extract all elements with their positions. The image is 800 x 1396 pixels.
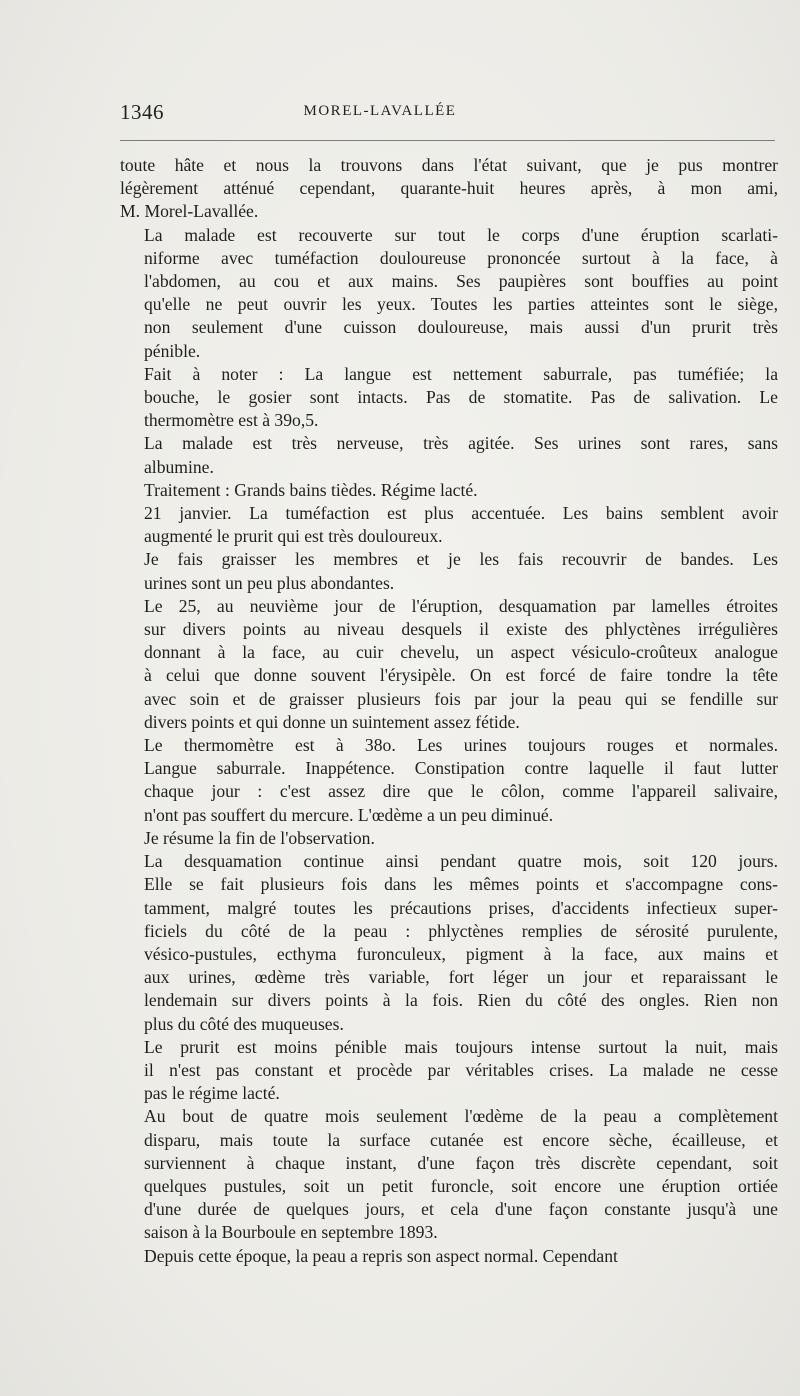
text-line: toute hâte et nous la trouvons dans l'état suivant, que je pus montrer — [120, 155, 778, 175]
running-head: MOREL-LAVALLÉE — [303, 103, 457, 119]
text-line: disparu, mais toute la surface cutanée est encore sèche, écailleuse, et — [144, 1129, 778, 1150]
text-line: Le prurit est moins pénible mais toujours intense surtout la nuit, mais — [144, 1036, 778, 1057]
text-line: thermomètre est à 39o,5. — [144, 410, 319, 431]
text-line: pénible. — [144, 340, 201, 361]
text-line: Au bout de quatre mois seulement l'œdème de la peau a complètement — [144, 1106, 778, 1127]
text-line: n'ont pas souffert du mercure. L'œdème a un peu diminué. — [144, 804, 554, 825]
text-line: Le 25, au neuvième jour de l'éruption, desquamation par lamelles étroites — [144, 595, 778, 616]
text-line: saison à la Bourboule en septembre 1893. — [144, 1222, 438, 1243]
text-line: Elle se fait plusieurs fois dans les mêmes points et s'accompagne cons- — [144, 874, 778, 895]
text-line: non seulement d'une cuisson douloureuse, mais aussi d'un prurit très — [144, 317, 778, 338]
text-line: Fait à noter : La langue est nettement saburrale, pas tuméfiée; la — [144, 363, 778, 384]
paragraph — [120, 154, 778, 224]
text-line: Langue saburrale. Inappétence. Constipation contre laquelle il faut lutter — [144, 758, 778, 779]
page-number: 1346 — [120, 100, 164, 124]
text-line: La malade est très nerveuse, très agitée. Ses urines sont rares, sans — [144, 433, 778, 454]
text-line: ficiels du côté de la peau : phlyctènes remplies de sérosité purulente, — [144, 920, 778, 941]
text-line: il n'est pas constant et procède par véritables crises. La malade ne cesse — [144, 1059, 778, 1080]
paragraph — [120, 1245, 778, 1268]
paragraph — [120, 479, 778, 502]
body-text — [120, 154, 778, 1268]
paragraph — [120, 224, 778, 363]
paragraph — [120, 827, 778, 850]
text-line: albumine. — [144, 456, 214, 477]
text-line: d'une durée de quelques jours, et cela d'une façon constante jusqu'à une — [144, 1199, 778, 1220]
text-line: pas le régime lacté. — [144, 1083, 280, 1104]
text-line: niforme avec tuméfaction douloureuse prononcée surtout à la face, à — [144, 247, 778, 268]
text-line: vésico-pustules, ecthyma furonculeux, pigment à la face, aux mains et — [144, 943, 778, 964]
header-rule — [120, 140, 775, 141]
text-line: bouche, le gosier sont intacts. Pas de stomatite. Pas de salivation. Le — [144, 387, 778, 408]
text-line: La malade est recouverte sur tout le corps d'une éruption scarlati- — [144, 224, 778, 245]
text-line: à celui que donne souvent l'érysipèle. On est forcé de faire tondre la tête — [144, 665, 778, 686]
text-line: Depuis cette époque, la peau a repris son aspect normal. Cependant — [144, 1245, 618, 1266]
paragraph — [120, 432, 778, 478]
paragraph — [120, 548, 778, 594]
text-line: urines sont un peu plus abondantes. — [144, 572, 395, 593]
text-line: sur divers points au niveau desquels il existe des phlyctènes irrégulières — [144, 619, 778, 640]
paragraph — [120, 1105, 778, 1244]
text-line: surviennent à chaque instant, d'une façon très discrète cependant, soit — [144, 1152, 778, 1173]
text-line: Je fais graisser les membres et je les fais recouvrir de bandes. Les — [144, 549, 778, 570]
text-line: 21 janvier. La tuméfaction est plus accentuée. Les bains semblent avoir — [144, 503, 778, 524]
text-line: lendemain sur divers points à la fois. Rien du côté des ongles. Rien non — [144, 990, 778, 1011]
paragraph — [120, 734, 778, 827]
text-line: quelques pustules, soit un petit furoncle, soit encore une éruption ortiée — [144, 1175, 778, 1196]
text-line: l'abdomen, au cou et aux mains. Ses paupières sont bouffies au point — [144, 271, 778, 292]
paragraph — [120, 502, 778, 548]
text-line: avec soin et de graisser plusieurs fois par jour la peau qui se fendille sur — [144, 688, 778, 709]
text-line: M. Morel-Lavallée. — [120, 201, 259, 222]
text-line: donnant à la face, au cuir chevelu, un aspect vésiculo-croûteux analogue — [144, 642, 778, 663]
text-line: plus du côté des muqueuses. — [144, 1013, 344, 1034]
paragraph — [120, 1036, 778, 1106]
text-line: tamment, malgré toutes les précautions prises, d'accidents infectieux super- — [144, 897, 778, 918]
text-line: Le thermomètre est à 38o. Les urines toujours rouges et normales. — [144, 735, 778, 756]
paragraph — [120, 850, 778, 1036]
text-line: qu'elle ne peut ouvrir les yeux. Toutes les parties atteintes sont le siège, — [144, 294, 778, 315]
text-line: augmenté le prurit qui est très douloureux. — [144, 526, 443, 547]
text-line: chaque jour : c'est assez dire que le côlon, comme l'appareil salivaire, — [144, 781, 778, 802]
paragraph — [120, 363, 778, 433]
text-line: aux urines, œdème très variable, fort léger un jour et reparaissant le — [144, 967, 778, 988]
paragraph — [120, 595, 778, 734]
text-line: Traitement : Grands bains tièdes. Régime lacté. — [144, 479, 478, 500]
text-line: divers points et qui donne un suintement assez fétide. — [144, 711, 520, 732]
text-line: La desquamation continue ainsi pendant quatre mois, soit 120 jours. — [144, 851, 778, 872]
page-header — [120, 100, 780, 128]
text-line: Je résume la fin de l'observation. — [144, 827, 375, 848]
text-line: légèrement atténué cependant, quarante-huit heures après, à mon ami, — [120, 178, 778, 199]
